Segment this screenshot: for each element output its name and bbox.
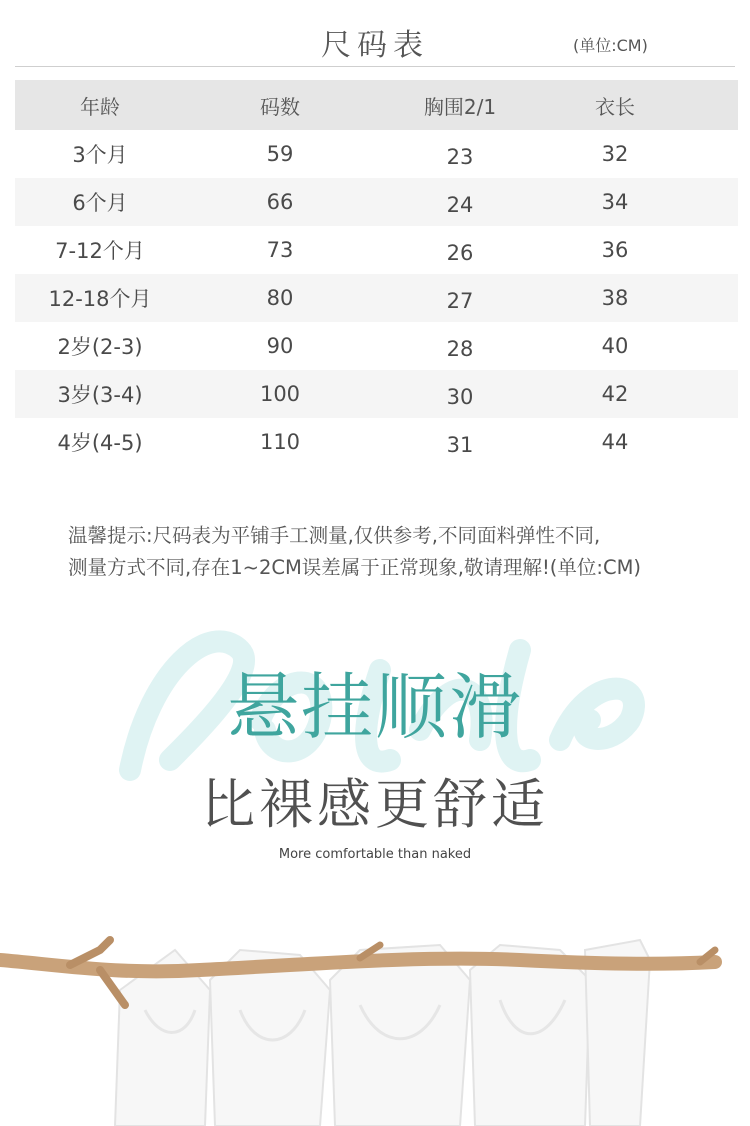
cell-size: 110 <box>259 430 301 454</box>
cell-chest: 26 <box>446 241 474 265</box>
cell-size: 100 <box>259 382 301 406</box>
promo-headline: 悬挂顺滑 <box>226 665 523 749</box>
cell-size: 90 <box>266 334 294 358</box>
cell-chest: 28 <box>446 337 474 361</box>
cell-length: 40 <box>601 334 629 358</box>
table-row <box>15 178 738 226</box>
column-header-age: 年龄 <box>80 94 120 119</box>
size-table <box>15 80 738 466</box>
cell-size: 59 <box>266 142 294 166</box>
promo-english: More comfortable than naked <box>278 847 472 862</box>
column-header-chest: 胸围2/1 <box>423 94 497 119</box>
table-row <box>15 130 738 178</box>
cell-age: 4岁(4-5) <box>57 431 143 455</box>
column-header-size: 码数 <box>260 94 300 119</box>
size-chart-header <box>0 0 750 70</box>
cell-chest: 31 <box>446 433 474 457</box>
divider <box>15 66 735 67</box>
product-photo <box>0 920 750 1126</box>
tip-line-1: 温馨提示:尺码表为平铺手工测量,仅供参考,不同面料弹性不同, <box>68 524 601 547</box>
tip-line-2: 测量方式不同,存在1~2CM误差属于正常现象,敬请理解!(单位:CM) <box>68 556 642 579</box>
column-header-length: 衣长 <box>595 94 635 119</box>
table-row <box>15 274 738 322</box>
cell-length: 36 <box>601 238 629 262</box>
cell-length: 38 <box>601 286 629 310</box>
cell-size: 80 <box>266 286 294 310</box>
cell-age: 7-12个月 <box>55 239 145 263</box>
cell-size: 66 <box>266 190 294 214</box>
cell-size: 73 <box>266 238 294 262</box>
cell-length: 34 <box>601 190 629 214</box>
table-row <box>15 418 738 466</box>
page-title: 尺码表 <box>321 28 429 63</box>
cell-age: 12-18个月 <box>48 287 152 311</box>
table-row <box>15 226 738 274</box>
table-row <box>15 370 738 418</box>
cell-age: 3个月 <box>72 143 128 167</box>
cell-chest: 23 <box>446 145 474 169</box>
cell-age: 6个月 <box>72 191 128 215</box>
unit-note: (单位:CM) <box>573 36 648 55</box>
cell-length: 32 <box>601 142 629 166</box>
cell-chest: 30 <box>446 385 474 409</box>
promo-subline: 比裸感更舒适 <box>201 773 549 836</box>
cell-length: 44 <box>601 430 629 454</box>
cell-age: 3岁(3-4) <box>57 383 143 407</box>
measurement-tip <box>68 520 728 584</box>
cell-length: 42 <box>601 382 629 406</box>
cell-chest: 27 <box>446 289 474 313</box>
cell-age: 2岁(2-3) <box>57 335 143 359</box>
table-header <box>15 80 738 130</box>
cell-chest: 24 <box>446 193 474 217</box>
table-row <box>15 322 738 370</box>
